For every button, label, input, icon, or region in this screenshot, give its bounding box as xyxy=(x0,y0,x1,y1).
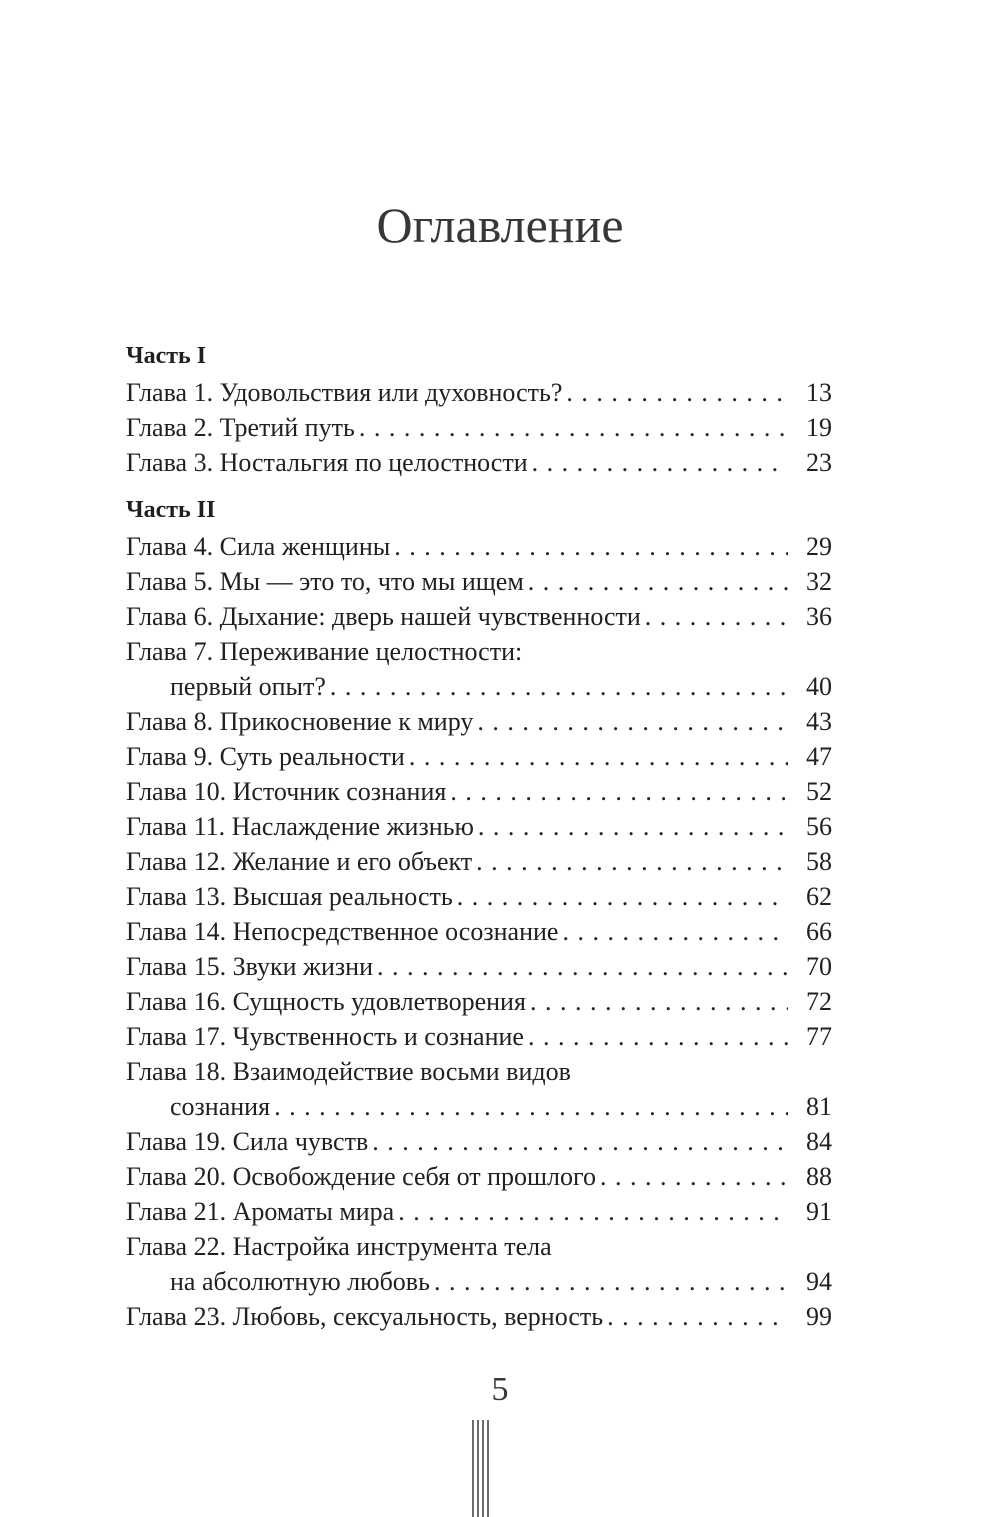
toc-page-number: 81 xyxy=(806,1092,832,1121)
toc-page-number: 52 xyxy=(806,777,832,806)
toc-entry xyxy=(126,529,832,564)
toc-entry xyxy=(126,599,832,634)
folio-bar xyxy=(472,1420,474,1517)
toc-entry-first-line: Глава 22. Настройка инструмента тела xyxy=(126,1232,552,1261)
toc-entry-label: Глава 23. Любовь, сексуальность, верность xyxy=(126,1302,604,1331)
dot-leader xyxy=(645,599,788,634)
toc-page-number: 70 xyxy=(806,952,832,981)
toc-page-number: 77 xyxy=(806,1022,832,1051)
toc-entry-label: Глава 11. Наслаждение жизнью xyxy=(126,812,474,841)
page-title: Оглавление xyxy=(376,197,624,253)
part-heading: Часть II xyxy=(126,497,216,523)
dot-leader xyxy=(562,914,788,949)
dot-leader xyxy=(476,844,788,879)
toc-page-number: 72 xyxy=(806,987,832,1016)
toc-page-number: 36 xyxy=(806,602,832,631)
dot-leader xyxy=(530,984,788,1019)
toc-page-number: 32 xyxy=(806,567,832,596)
toc-entry xyxy=(126,914,832,949)
toc-entry xyxy=(126,1299,832,1334)
table-of-contents xyxy=(126,338,832,1334)
toc-entry xyxy=(126,774,832,809)
toc-entry-label: на абсолютную любовь xyxy=(170,1267,430,1296)
toc-entry-label: Глава 5. Мы — это то, что мы ищем xyxy=(126,567,524,596)
toc-entry xyxy=(126,375,832,410)
toc-page-number: 56 xyxy=(806,812,832,841)
toc-entry xyxy=(126,739,832,774)
toc-entry-label: Глава 19. Сила чувств xyxy=(126,1127,369,1156)
toc-entry xyxy=(126,949,832,984)
toc-entry-label: Глава 3. Ностальгия по целостности xyxy=(126,448,528,477)
toc-page-number: 99 xyxy=(806,1302,832,1331)
toc-entry xyxy=(126,1019,832,1054)
toc-entry-first-line: Глава 18. Взаимодействие восьми видов xyxy=(126,1057,571,1086)
dot-leader xyxy=(377,949,788,984)
toc-entry xyxy=(126,1124,832,1159)
dot-leader xyxy=(434,1264,788,1299)
toc-page-number: 84 xyxy=(806,1127,832,1156)
toc-entry-label: Глава 1. Удовольствия или духовность? xyxy=(126,378,563,407)
toc-entry-label: сознания xyxy=(170,1092,271,1121)
toc-entry xyxy=(126,1089,832,1124)
dot-leader xyxy=(372,1124,788,1159)
toc-entry-label: Глава 15. Звуки жизни xyxy=(126,952,373,981)
dot-leader xyxy=(409,739,788,774)
dot-leader xyxy=(394,529,788,564)
toc-page-number: 40 xyxy=(806,672,832,701)
dot-leader xyxy=(398,1194,788,1229)
part-heading: Часть I xyxy=(126,343,207,369)
dot-leader xyxy=(330,669,788,704)
toc-entry-label: Глава 17. Чувственность и сознание xyxy=(126,1022,524,1051)
toc-page-number: 13 xyxy=(806,378,832,407)
dot-leader xyxy=(359,410,788,445)
page-number: 5 xyxy=(491,1371,509,1408)
dot-leader xyxy=(477,704,788,739)
toc-page-number: 23 xyxy=(806,448,832,477)
dot-leader xyxy=(600,1159,788,1194)
dot-leader xyxy=(457,879,788,914)
toc-entry xyxy=(126,669,832,704)
toc-page-number: 58 xyxy=(806,847,832,876)
toc-page-number: 66 xyxy=(806,917,832,946)
folio-ornament xyxy=(472,1420,492,1517)
toc-entry xyxy=(126,564,832,599)
dot-leader xyxy=(528,564,788,599)
dot-leader xyxy=(566,375,788,410)
dot-leader xyxy=(528,1019,788,1054)
toc-entry xyxy=(126,1159,832,1194)
folio-bar xyxy=(487,1420,489,1517)
toc-entry xyxy=(126,410,832,445)
toc-entry-label: Глава 14. Непосредственное осознание xyxy=(126,917,559,946)
toc-entry xyxy=(126,704,832,739)
toc-entry-label: Глава 10. Источник сознания xyxy=(126,777,447,806)
toc-entry xyxy=(126,1194,832,1229)
toc-page-number: 94 xyxy=(806,1267,832,1296)
toc-entry-label: Глава 12. Желание и его объект xyxy=(126,847,473,876)
toc-entry-label: Глава 9. Суть реальности xyxy=(126,742,405,771)
toc-entry-first-line: Глава 7. Переживание целостности: xyxy=(126,637,523,666)
toc-entry-label: Глава 2. Третий путь xyxy=(126,413,355,442)
toc-entry-label: Глава 13. Высшая реальность xyxy=(126,882,453,911)
toc-entry-label: Глава 6. Дыхание: дверь нашей чувственности xyxy=(126,602,641,631)
toc-page-number: 19 xyxy=(806,413,832,442)
toc-entry-label: Глава 21. Ароматы мира xyxy=(126,1197,395,1226)
toc-entry-label: Глава 16. Сущность удовлетворения xyxy=(126,987,526,1016)
toc-page-number: 88 xyxy=(806,1162,832,1191)
toc-entry-label: Глава 8. Прикосновение к миру xyxy=(126,707,474,736)
dot-leader xyxy=(532,445,788,480)
toc-entry xyxy=(126,984,832,1019)
folio-bar xyxy=(477,1420,479,1517)
toc-page-number: 47 xyxy=(806,742,832,771)
toc-entry xyxy=(126,844,832,879)
toc-entry-label: первый опыт? xyxy=(170,672,326,701)
toc-entry-label: Глава 20. Освобождение себя от прошлого xyxy=(126,1162,597,1191)
toc-page-number: 43 xyxy=(806,707,832,736)
dot-leader xyxy=(274,1089,788,1124)
toc-entry xyxy=(126,445,832,480)
dot-leader xyxy=(450,774,788,809)
toc-page-number: 29 xyxy=(806,532,832,561)
toc-page-number: 62 xyxy=(806,882,832,911)
folio-bar xyxy=(482,1420,484,1517)
dot-leader xyxy=(478,809,788,844)
toc-entry-label: Глава 4. Сила женщины xyxy=(126,532,391,561)
toc-entry xyxy=(126,879,832,914)
toc-entry xyxy=(126,1264,832,1299)
toc-entry xyxy=(126,809,832,844)
toc-page-number: 91 xyxy=(806,1197,832,1226)
dot-leader xyxy=(607,1299,788,1334)
